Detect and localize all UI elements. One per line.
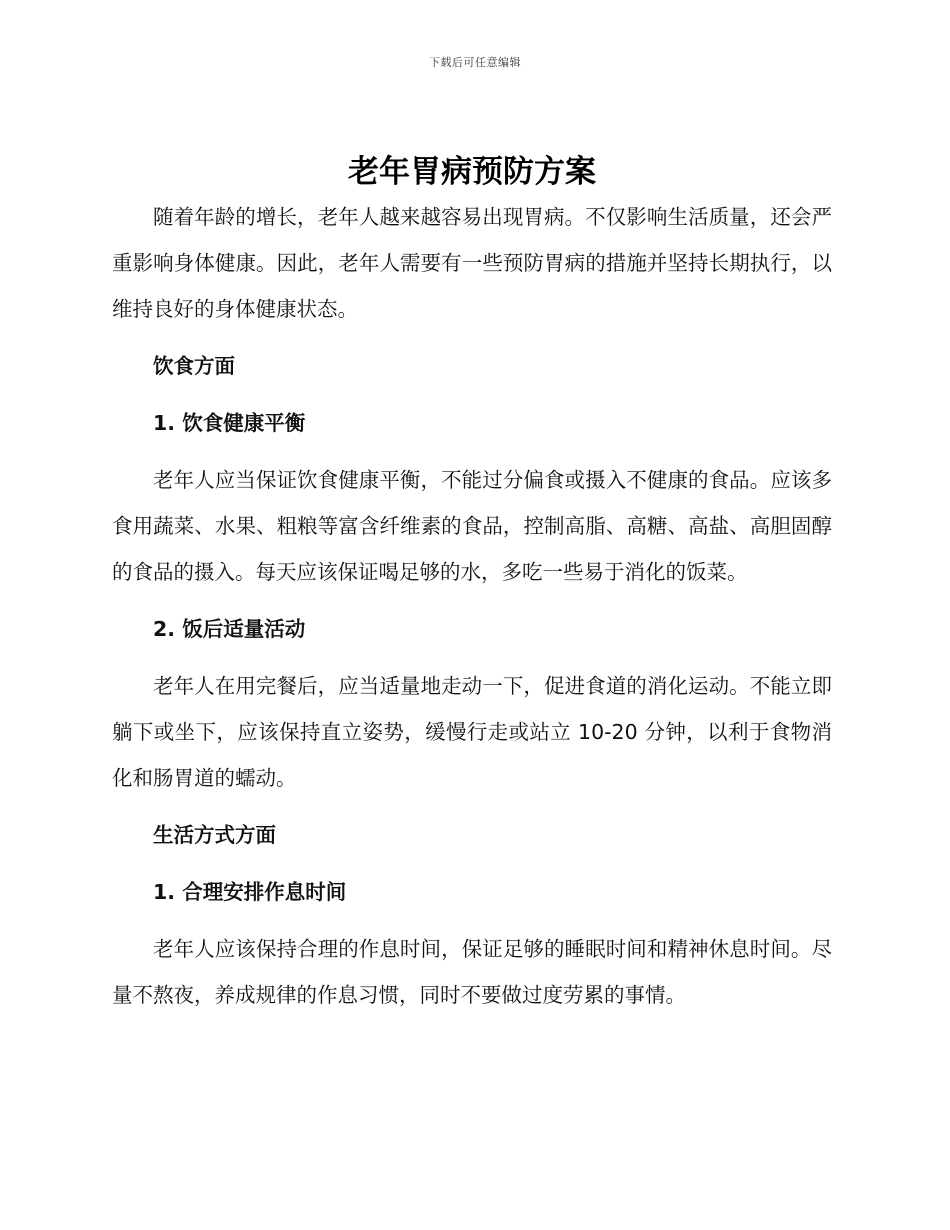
paragraph-balanced-diet: 老年人应当保证饮食健康平衡，不能过分偏食或摄入不健康的食品。应该多食用蔬菜、水果、粗粮等富含纤维素的食品，控制高脂、高糖、高盐、高胆固醇的食品的摄入。每天应该保证喝足够的水，多吃一些易于消化的饭菜。: [112, 468, 832, 584]
section-heading-lifestyle: 生活方式方面: [153, 823, 276, 847]
spacer: [112, 446, 832, 457]
subheading-balanced-diet: 1. 饮食健康平衡: [153, 411, 306, 435]
section-heading-diet: 饮食方面: [153, 354, 235, 378]
subheading-after-meal-activity: 2. 饭后适量活动: [153, 617, 306, 641]
paragraph-schedule: 老年人应该保持合理的作息时间，保证足够的睡眠时间和精神休息时间。尽量不熬夜，养成规律的作息习惯，同时不要做过度劳累的事情。: [112, 937, 832, 1007]
spacer: [112, 389, 832, 400]
spacer: [112, 858, 832, 869]
header-note: 下载后可任意编辑: [429, 56, 521, 69]
spacer: [112, 332, 832, 343]
intro-paragraph: 随着年龄的增长，老年人越来越容易出现胃病。不仅影响生活质量，还会严重影响身体健康。因此，老年人需要有一些预防胃病的措施并坚持长期执行，以维持良好的身体健康状态。: [112, 205, 832, 321]
spacer: [112, 652, 832, 663]
spacer: [112, 595, 832, 606]
subheading-schedule: 1. 合理安排作息时间: [153, 880, 347, 904]
paragraph-after-meal-activity: 老年人在用完餐后，应当适量地走动一下，促进食道的消化运动。不能立即躺下或坐下，应该保持直立姿势，缓慢行走或站立 10-20 分钟，以利于食物消化和肠胃道的蠕动。: [112, 674, 832, 790]
document-title: 老年胃病预防方案: [348, 154, 596, 190]
document-body: [112, 150, 832, 1018]
spacer: [112, 915, 832, 926]
spacer: [112, 801, 832, 812]
